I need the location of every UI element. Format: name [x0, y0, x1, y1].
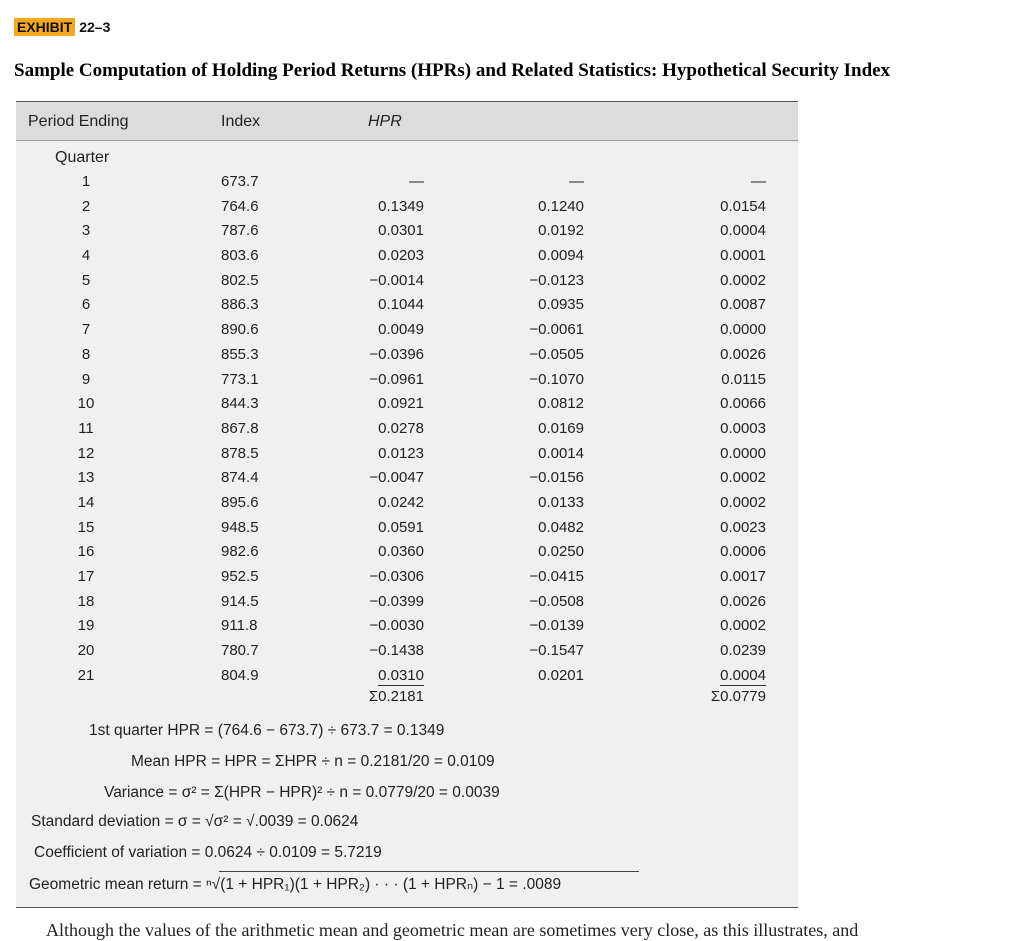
cell-period: 12	[77, 444, 95, 462]
cell-squared-deviation: 0.0066	[720, 395, 766, 413]
cell-index: 855.3	[221, 345, 259, 363]
cell-period: 5	[81, 271, 91, 289]
exhibit-panel	[16, 101, 798, 908]
cell-index: 764.6	[221, 197, 259, 215]
body-text: Although the values of the arithmetic mean and geometric mean are sometimes very close, as this illustrates, and	[46, 920, 859, 940]
cell-index: 804.9	[221, 666, 259, 684]
header-period-ending: Period Ending	[28, 113, 129, 130]
cell-period: 11	[78, 419, 94, 437]
exhibit-label	[14, 19, 110, 35]
cell-period: 17	[77, 568, 95, 585]
formula-variance: Variance = σ² = Σ(HPR − HPR)² ÷ n = 0.0779/20 = 0.0039	[104, 784, 500, 801]
formula-mean-hpr: Mean HPR = HPR = ΣHPR ÷ n = 0.2181/20 = 0.0109	[131, 753, 495, 770]
cell-deviation: 0.0133	[538, 493, 584, 511]
table-row	[16, 319, 798, 344]
sum-hpr: Σ0.2181	[368, 688, 424, 705]
table-row	[16, 369, 798, 394]
table-row	[16, 591, 798, 616]
cell-squared-deviation: 0.0002	[720, 469, 766, 487]
cell-period: 9	[81, 370, 91, 388]
table-row	[16, 640, 798, 665]
quarter-label: Quarter	[55, 149, 110, 166]
exhibit-tag: EXHIBIT	[14, 18, 75, 36]
header-hpr: HPR	[368, 113, 402, 130]
table-row	[16, 393, 798, 418]
cell-deviation: 0.0014	[538, 444, 584, 462]
cell-hpr: 0.0242	[378, 493, 424, 511]
cell-index: 802.5	[221, 271, 259, 289]
cell-squared-deviation: 0.0000	[720, 321, 766, 339]
cell-index: 895.6	[221, 493, 259, 511]
cell-squared-deviation: 0.0001	[720, 247, 766, 265]
cell-period: 1	[81, 173, 91, 190]
cell-deviation: 0.0201	[538, 666, 584, 684]
cell-deviation: −0.0139	[529, 617, 584, 635]
cell-hpr: −0.1438	[369, 642, 424, 660]
cell-squared-deviation: 0.0002	[720, 493, 766, 511]
table-row	[16, 418, 798, 443]
cell-hpr: 0.0310	[378, 666, 424, 684]
cell-hpr: 0.1349	[378, 197, 424, 215]
cell-hpr: −0.0047	[369, 469, 424, 487]
table-header	[16, 102, 798, 141]
cell-deviation: 0.0935	[538, 296, 584, 314]
formula-first-quarter-hpr: 1st quarter HPR = (764.6 − 673.7) ÷ 673.7 = 0.1349	[89, 722, 445, 739]
cell-hpr: −0.0306	[369, 568, 424, 585]
cell-index: 878.5	[221, 444, 259, 462]
cell-deviation: 0.0812	[538, 395, 584, 413]
table-row	[16, 492, 798, 517]
cell-period: 13	[77, 469, 95, 487]
cell-period: 8	[81, 345, 91, 363]
cell-index: 787.6	[221, 222, 259, 240]
cell-period: 6	[81, 296, 91, 314]
formula-geometric-mean: Geometric mean return = ⁿ√(1 + HPR₁)(1 + HPR₂) · · · (1 + HPRₙ) − 1 = .0089	[29, 876, 562, 893]
cell-period: 19	[77, 617, 95, 635]
cell-deviation: 0.0094	[538, 247, 584, 265]
table-row	[16, 541, 798, 566]
cell-period: 15	[77, 518, 95, 536]
cell-deviation: —	[569, 173, 584, 190]
cell-squared-deviation: 0.0000	[720, 444, 766, 462]
cell-index: 890.6	[221, 321, 259, 339]
cell-hpr: −0.0399	[369, 592, 424, 610]
exhibit-number: 22–3	[79, 19, 111, 35]
cell-squared-deviation: 0.0002	[720, 271, 766, 289]
cell-squared-deviation: 0.0004	[720, 222, 766, 240]
table-row	[16, 196, 798, 221]
cell-period: 20	[77, 642, 95, 660]
table-row	[16, 467, 798, 492]
cell-period: 16	[77, 543, 95, 561]
cell-squared-deviation: 0.0023	[720, 518, 766, 536]
table-row	[16, 294, 798, 319]
cell-period: 10	[77, 395, 95, 413]
table-row	[16, 566, 798, 591]
table-row	[16, 220, 798, 245]
cell-hpr: —	[409, 173, 424, 190]
cell-deviation: −0.0156	[529, 469, 584, 487]
cell-index: 914.5	[221, 592, 259, 610]
cell-hpr: 0.0301	[378, 222, 424, 240]
cell-hpr: 0.1044	[378, 296, 424, 314]
cell-squared-deviation: 0.0006	[720, 543, 766, 561]
cell-period: 4	[81, 247, 91, 265]
cell-deviation: −0.0061	[529, 321, 584, 339]
cell-index: 911.8	[221, 617, 258, 635]
cell-hpr: −0.0030	[369, 617, 424, 635]
header-index: Index	[221, 113, 261, 130]
cell-period: 14	[77, 493, 95, 511]
cell-deviation: −0.0508	[529, 592, 584, 610]
cell-deviation: 0.0192	[538, 222, 584, 240]
cell-index: 886.3	[221, 296, 259, 314]
formula-coefficient-of-variation: Coefficient of variation = 0.0624 ÷ 0.0109 = 5.7219	[34, 844, 382, 861]
geometric-radical-bar	[219, 871, 639, 872]
cell-squared-deviation: 0.0115	[721, 370, 766, 388]
cell-squared-deviation: 0.0003	[720, 419, 766, 437]
cell-index: 803.6	[221, 247, 259, 265]
table-row	[16, 171, 798, 196]
table-row	[16, 344, 798, 369]
cell-period: 21	[77, 666, 95, 684]
table-row	[16, 245, 798, 270]
cell-index: 673.7	[221, 173, 259, 190]
table-row	[16, 270, 798, 295]
cell-index: 874.4	[221, 469, 259, 487]
cell-hpr: 0.0921	[378, 395, 424, 413]
cell-squared-deviation: 0.0026	[720, 592, 766, 610]
exhibit-title: Sample Computation of Holding Period Returns (HPRs) and Related Statistics: Hypothetical Security Index	[14, 60, 891, 81]
cell-index: 982.6	[221, 543, 259, 561]
cell-hpr: 0.0591	[378, 518, 424, 536]
cell-hpr: −0.0396	[369, 345, 424, 363]
cell-deviation: −0.1547	[529, 642, 584, 660]
formula-standard-deviation: Standard deviation = σ = √σ² = √.0039 = 0.0624	[31, 813, 359, 830]
cell-squared-deviation: 0.0017	[720, 568, 766, 585]
cell-deviation: 0.1240	[538, 197, 584, 215]
cell-period: 18	[77, 592, 95, 610]
cell-hpr: −0.0014	[369, 271, 424, 289]
cell-period: 3	[81, 222, 91, 240]
cell-index: 952.5	[221, 568, 259, 585]
table-row	[16, 517, 798, 542]
cell-squared-deviation: 0.0004	[720, 666, 766, 684]
cell-squared-deviation: 0.0154	[720, 197, 766, 215]
table-row	[16, 615, 798, 640]
cell-squared-deviation: 0.0087	[720, 296, 766, 314]
cell-hpr: −0.0961	[369, 370, 424, 388]
cell-index: 867.8	[221, 419, 259, 437]
cell-index: 844.3	[221, 395, 259, 413]
cell-index: 773.1	[221, 370, 259, 388]
cell-hpr: 0.0123	[378, 444, 424, 462]
cell-hpr: 0.0049	[378, 321, 424, 339]
cell-squared-deviation: —	[751, 173, 766, 190]
cell-squared-deviation: 0.0002	[720, 617, 766, 635]
cell-deviation: −0.0415	[529, 568, 584, 585]
cell-hpr: 0.0203	[378, 247, 424, 265]
cell-hpr: 0.0278	[378, 419, 424, 437]
cell-period: 7	[81, 321, 91, 339]
cell-deviation: −0.0123	[529, 271, 584, 289]
cell-index: 780.7	[221, 642, 259, 660]
table-row	[16, 665, 798, 690]
sum-squared-deviation: Σ0.0779	[710, 688, 766, 705]
cell-deviation: −0.0505	[529, 345, 584, 363]
cell-squared-deviation: 0.0239	[720, 642, 766, 660]
cell-index: 948.5	[221, 518, 259, 536]
cell-deviation: 0.0482	[538, 518, 584, 536]
cell-period: 2	[81, 197, 91, 215]
cell-deviation: 0.0169	[538, 419, 584, 437]
table-row	[16, 443, 798, 468]
cell-hpr: 0.0360	[378, 543, 424, 561]
cell-squared-deviation: 0.0026	[720, 345, 766, 363]
cell-deviation: −0.1070	[529, 370, 584, 388]
cell-deviation: 0.0250	[538, 543, 584, 561]
table-body	[16, 171, 798, 689]
